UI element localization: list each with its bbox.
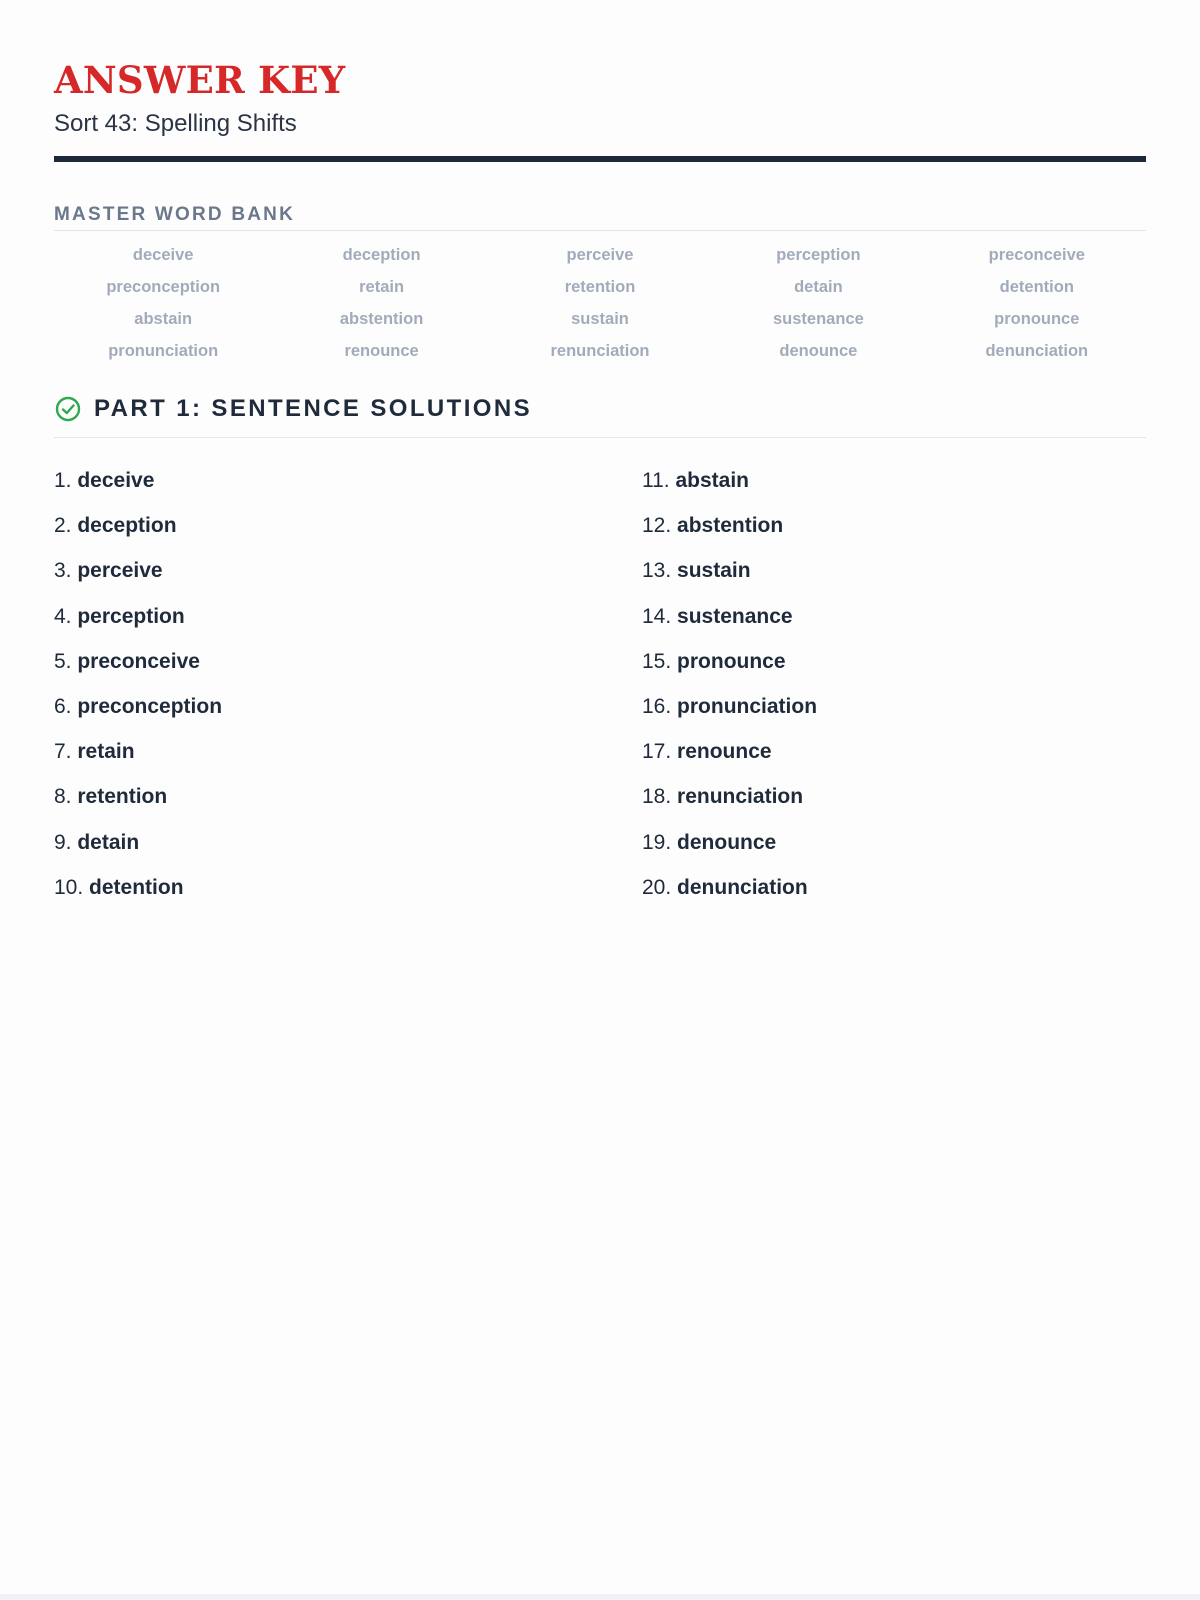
word-bank-item: sustain — [571, 310, 629, 328]
answer-word: denounce — [677, 830, 777, 854]
answer-number: 17. — [642, 740, 672, 764]
check-circle-icon — [54, 395, 82, 423]
answer-number: 9. — [54, 830, 72, 854]
answer-number: 12. — [642, 514, 672, 538]
answer-item — [642, 729, 1146, 774]
answer-item — [642, 820, 1146, 865]
answer-item — [54, 820, 642, 865]
word-bank-item: perceive — [566, 246, 634, 264]
answer-item — [642, 548, 1146, 593]
word-bank-item: renounce — [344, 342, 419, 360]
word-bank-item: detention — [999, 278, 1074, 296]
word-bank-item: abstain — [134, 310, 193, 328]
answer-item — [642, 774, 1146, 819]
answer-word: preconception — [77, 694, 223, 718]
word-bank-item: sustenance — [772, 310, 864, 328]
answer-word: retention — [77, 785, 168, 809]
part-1-heading — [54, 389, 1146, 429]
answer-word: renounce — [677, 740, 772, 764]
part-1-divider — [54, 437, 1146, 438]
answer-number: 4. — [54, 604, 72, 628]
answer-word: pronunciation — [677, 694, 818, 718]
answer-number: 13. — [642, 559, 672, 583]
answer-item — [54, 684, 642, 729]
answer-word: abstention — [677, 514, 784, 538]
answer-number: 2. — [54, 514, 72, 538]
answer-item — [642, 594, 1146, 639]
answer-word: retain — [77, 740, 135, 764]
answer-number: 1. — [54, 469, 72, 492]
word-bank-heading: MASTER WORD BANK — [54, 204, 296, 225]
page-title: ANSWER KEY — [54, 58, 346, 102]
answer-item — [642, 503, 1146, 548]
answer-word: denunciation — [677, 875, 808, 899]
word-bank-item: pronunciation — [108, 342, 219, 360]
word-bank-item: deception — [342, 246, 421, 264]
word-bank-item: retention — [564, 278, 636, 296]
answer-item — [54, 774, 642, 819]
answer-list — [54, 458, 1146, 910]
title-divider — [54, 156, 1146, 162]
answer-item — [54, 639, 642, 684]
word-bank-item: denounce — [779, 342, 858, 360]
answer-item — [642, 458, 1146, 503]
word-bank-item: denunciation — [985, 342, 1089, 360]
answer-number: 7. — [54, 740, 72, 764]
answer-number: 18. — [642, 785, 672, 809]
answer-number: 6. — [54, 694, 72, 718]
answer-word: renunciation — [677, 785, 804, 809]
answer-item — [642, 639, 1146, 684]
answer-column-right — [642, 458, 1146, 910]
answer-number: 20. — [642, 875, 672, 899]
word-bank-item: renunciation — [550, 342, 650, 360]
answer-item — [54, 548, 642, 593]
answer-word: sustenance — [677, 604, 793, 628]
answer-item — [54, 458, 642, 503]
answer-number: 3. — [54, 559, 72, 583]
answer-word: perception — [77, 604, 185, 628]
answer-number: 11. — [642, 469, 670, 492]
word-bank-divider — [54, 230, 1146, 231]
answer-word: abstain — [675, 469, 750, 492]
answer-item — [54, 503, 642, 548]
word-bank-item: pronounce — [994, 310, 1080, 328]
answer-word: pronounce — [677, 649, 786, 673]
answer-word: deception — [77, 514, 177, 538]
answer-item — [642, 865, 1146, 910]
answer-number: 14. — [642, 604, 672, 628]
answer-word: sustain — [677, 559, 751, 583]
answer-number: 15. — [642, 649, 672, 673]
answer-number: 16. — [642, 694, 672, 718]
answer-number: 8. — [54, 785, 72, 809]
answer-word: deceive — [77, 469, 155, 492]
answer-number: 5. — [54, 649, 72, 673]
word-bank-item: detain — [794, 278, 843, 296]
word-bank-item: retain — [359, 278, 405, 296]
part-1-title: PART 1: SENTENCE SOLUTIONS — [94, 395, 532, 422]
answer-word: perceive — [77, 559, 163, 583]
answer-item — [54, 865, 642, 910]
word-bank-item: deceive — [132, 246, 194, 264]
answer-word: preconceive — [77, 649, 200, 673]
word-bank-item: abstention — [339, 310, 424, 328]
word-bank-item: preconception — [106, 278, 221, 296]
page-subtitle: Sort 43: Spelling Shifts — [54, 110, 297, 137]
answer-item — [642, 684, 1146, 729]
answer-word: detention — [89, 875, 184, 899]
word-bank-item: preconceive — [988, 246, 1085, 264]
answer-item — [54, 729, 642, 774]
answer-word: detain — [77, 830, 140, 854]
answer-number: 10. — [54, 875, 84, 899]
answer-number: 19. — [642, 830, 672, 854]
word-bank-item: perception — [776, 246, 861, 264]
word-bank-grid — [54, 239, 1146, 367]
answer-item — [54, 594, 642, 639]
answer-column-left — [54, 458, 642, 910]
